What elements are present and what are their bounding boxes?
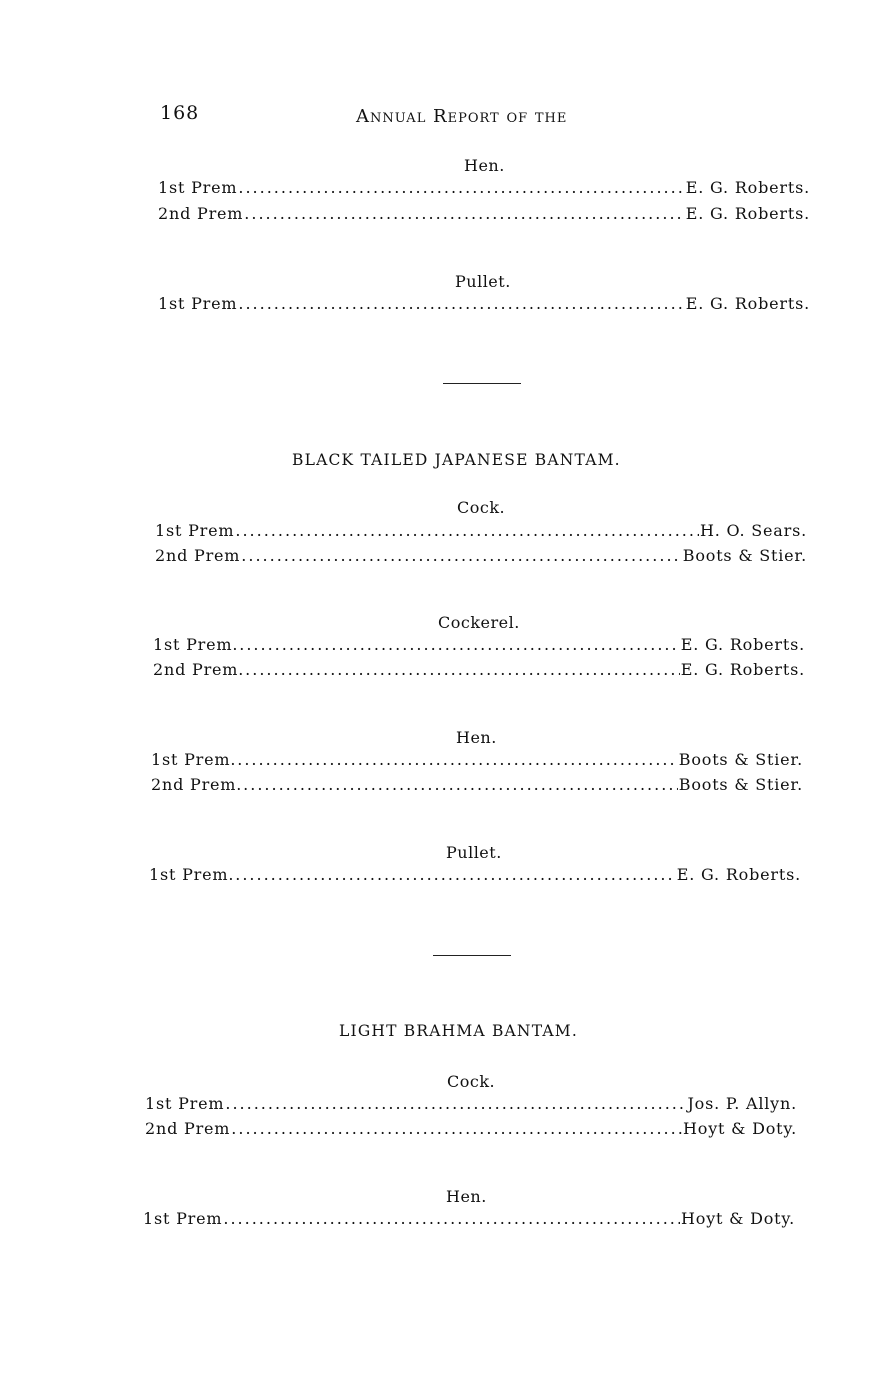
entry-row	[151, 775, 803, 794]
section-divider	[433, 955, 511, 956]
entry-place: 1st Prem	[155, 521, 235, 540]
entry-winner: E. G. Roberts.	[685, 294, 810, 313]
subhead-pullet: Pullet.	[455, 272, 511, 291]
entry-winner: E. G. Roberts.	[676, 865, 801, 884]
entry-winner: E. G. Roberts.	[680, 660, 805, 679]
running-head: Annual Report of the	[356, 106, 568, 127]
dot-leader	[239, 635, 680, 654]
dot-leader	[238, 178, 684, 197]
entry-row	[158, 204, 810, 223]
entry-winner: Boots & Stier.	[682, 546, 807, 565]
entry-row	[145, 1094, 797, 1113]
entry-winner: Boots & Stier.	[678, 775, 803, 794]
entry-place: 1st Prem	[143, 1209, 223, 1228]
entry-winner: E. G. Roberts.	[680, 635, 805, 654]
entry-place: 1st Prem	[145, 1094, 225, 1113]
section-divider	[443, 383, 521, 384]
subhead-hen: Hen.	[456, 728, 497, 747]
entry-winner: H. O. Sears.	[700, 521, 807, 540]
entry-place: 1st Prem	[158, 178, 238, 197]
dot-leader	[235, 521, 699, 540]
entry-place: 1st Prem.	[153, 635, 239, 654]
dot-leader	[243, 775, 678, 794]
dot-leader	[225, 1094, 686, 1113]
entry-place: 2nd Prem	[155, 546, 241, 565]
dot-leader	[244, 204, 685, 223]
page-number: 168	[160, 102, 200, 124]
subhead-pullet: Pullet.	[446, 843, 502, 862]
entry-row	[149, 865, 801, 884]
entry-place: 2nd Prem.	[153, 660, 245, 679]
dot-leader	[238, 294, 684, 313]
entry-row	[158, 178, 810, 197]
entry-row	[143, 1209, 795, 1228]
dot-leader	[245, 660, 680, 679]
entry-winner: Jos. P. Allyn.	[687, 1094, 797, 1113]
dot-leader	[237, 750, 678, 769]
entry-winner: Boots & Stier.	[678, 750, 803, 769]
entry-place: 1st Prem	[158, 294, 238, 313]
entry-row	[155, 546, 807, 565]
entry-winner: Hoyt & Doty.	[683, 1119, 797, 1138]
subhead-hen: Hen.	[464, 156, 505, 175]
entry-place: 1st Prem.	[149, 865, 235, 884]
entry-place: 2nd Prem	[158, 204, 244, 223]
entry-winner: E. G. Roberts.	[685, 204, 810, 223]
entry-winner: Hoyt & Doty.	[681, 1209, 795, 1228]
entry-place: 2nd Prem	[145, 1119, 231, 1138]
subhead-hen: Hen.	[446, 1187, 487, 1206]
subhead-cock: Cock.	[457, 498, 506, 517]
section-title-light-brahma: LIGHT BRAHMA BANTAM.	[339, 1022, 578, 1040]
entry-row	[145, 1119, 797, 1138]
dot-leader	[241, 546, 681, 565]
dot-leader	[223, 1209, 680, 1228]
subhead-cock: Cock.	[447, 1072, 496, 1091]
entry-row	[158, 294, 810, 313]
dot-leader	[231, 1119, 682, 1138]
entry-row	[153, 660, 805, 679]
subhead-cockerel: Cockerel.	[438, 613, 520, 632]
entry-row	[153, 635, 805, 654]
entry-place: 2nd Prem.	[151, 775, 243, 794]
entry-row	[155, 521, 807, 540]
entry-winner: E. G. Roberts.	[685, 178, 810, 197]
entry-place: 1st Prem.	[151, 750, 237, 769]
section-title-black-tailed: BLACK TAILED JAPANESE BANTAM.	[292, 451, 621, 469]
entry-row	[151, 750, 803, 769]
dot-leader	[235, 865, 676, 884]
